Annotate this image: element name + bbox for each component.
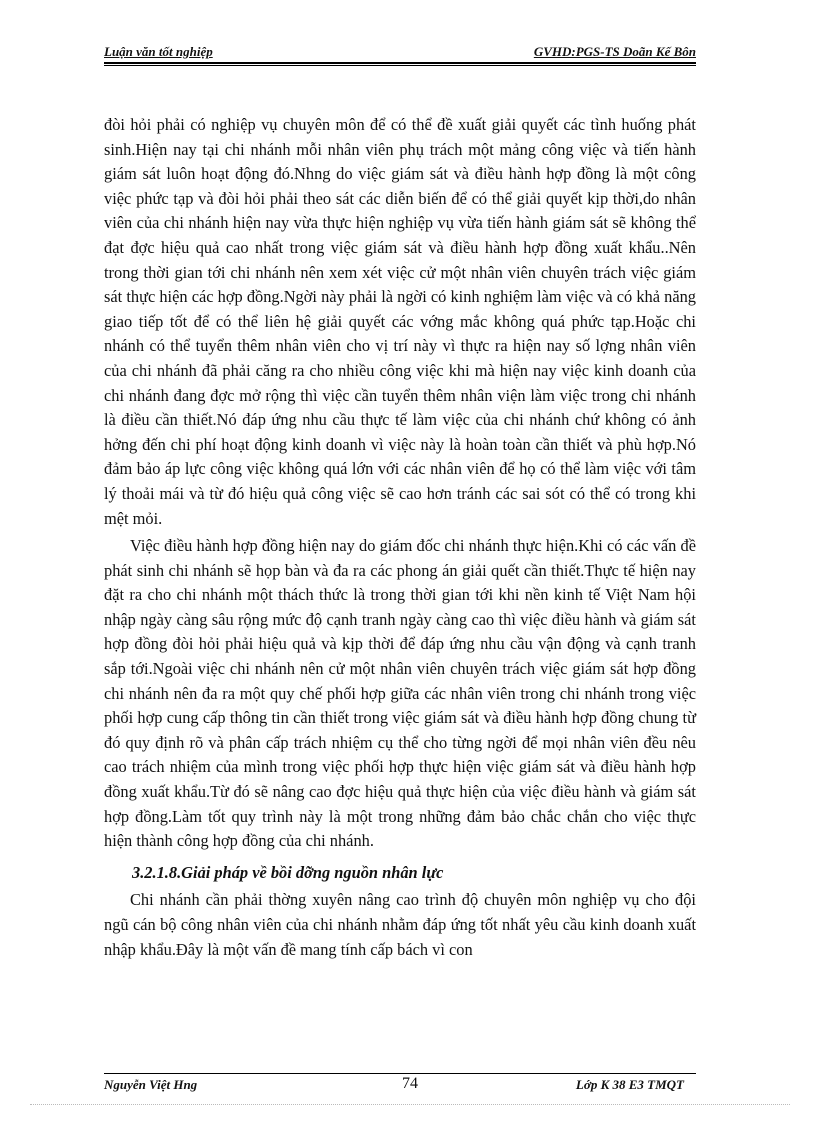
header-thesis-label: Luận văn tốt nghiệp [104,44,213,59]
header-rule-thin [104,65,696,66]
page-edge-dotted-line [30,1104,790,1105]
section-heading: 3.2.1.8.Giải pháp về bồi dỡng nguồn nhân lực [132,862,444,882]
paragraph-human-resources: Chi nhánh cần phải thờng xuyên nâng cao trình độ chuyên môn nghiệp vụ cho đội ngũ cán bộ công nhân viên của chi nhánh nhằm đáp ứng tốt nhất yêu cầu kinh doanh xuất nhập khẩu.Đây là một vấn đề mang tính cấp bách vì con [104,890,696,959]
footer-rule [104,1073,696,1074]
header-advisor-label: GVHD:PGS-TS Doãn Kế Bôn [533,44,696,59]
paragraph-continuation: đòi hỏi phải có nghiệp vụ chuyên môn để có thể đề xuất giải quyết các tình huống phát sinh.Hiện nay tại chi nhánh mỗi nhân viên phụ trách một mảng công việc và tiến hành giám sát luôn hoạt động đó.Nhng do việc giám sát và điều hành hợp đồng là một công việc phức tạp và đòi hỏi phải theo sát các diễn biến để có thể giải quyết kịp thời,do nhân viên của chi nhánh hiện nay vừa thực hiện nghiệp vụ vừa tiến hành giám sát sẽ không thể đạt đợc hiệu quả cao nhất trong việc giám sát và điều hành hợp đồng xuất khẩu..Nên trong thời gian tới chi nhánh nên xem xét việc cử một nhân viên chuyên trách việc giám sát thực hiện các hợp đồng.Ngời này phải là ngời có kinh nghiệm làm việc và có khả năng giao tiếp tốt để có thể liên hệ giải quyết các vớng mắc không quá phức tạp.Hoặc chi nhánh có thể tuyển thêm nhân viên cho vị trí này vì thực ra hiện nay số lợng nhân viên của chi nhánh đã phải căng ra cho nhiều công việc khi mà hiện nay việc kinh doanh của chi nhánh đang đợc mở rộng thì việc cần tuyển thêm nhân viện làm việc trong chi nhánh là điều cần thiết.Nó đáp ứng nhu cầu thực tế làm việc của chi nhánh chứ không có ảnh hởng đến chi phí hoạt động kinh doanh vì việc này là hoàn toàn cần thiết và phù hợp.Nó đảm bảo áp lực công việc không quá lớn với các nhân viên để họ có thể làm việc với tâm lý thoải mái và từ đó hiệu quả công việc sẽ cao hơn tránh các sai sót có thể có trong khi mệt mỏi. [104,115,696,528]
paragraph-contract-management: Việc điều hành hợp đồng hiện nay do giám đốc chi nhánh thực hiện.Khi có các vấn đề phát sinh chi nhánh sẽ họp bàn và đa ra các phong án giải quết cần thiết.Thực tế hiện nay đặt ra cho chi nhánh một thách thức là trong thời gian tới khi nền kinh tế Việt Nam hội nhập ngày càng sâu rộng mức độ cạnh tranh ngày càng cao thì việc điều hành và giám sát hợp đồng đòi hỏi phải hiệu quả và kịp thời để đáp ứng nhu cầu vận động và cạnh tranh sắp tới.Ngoài việc chi nhánh nên cử một nhân viên chuyên trách việc giám sát hợp đồng chi nhánh nên đa ra một quy chế phối hợp giữa các nhân viên trong chi nhánh trong việc phối hợp cung cấp thông tin cần thiết trong việc giám sát và điều hành hợp đồng chung từ đó quy định rõ và phân cấp trách nhiệm cụ thể cho từng ngời để mọi nhân viên đều nêu cao trách nhiệm của mình trong việc phối hợp thực hiện việc giám sát và điều hành hợp đồng xuất khẩu.Từ đó sẽ nâng cao đợc hiệu quả thực hiện của việc điều hành và giám sát hợp đồng.Làm tốt quy trình này là một trong những đảm bảo chắc chắn cho việc thực hiện thành công hợp đồng của chi nhánh. [104,536,696,851]
document-body [104,113,696,962]
header-rule [104,62,696,64]
page-header [104,44,696,60]
footer-author: Nguyễn Việt Hng [104,1077,198,1092]
footer-class: Lớp K 38 E3 TMQT [575,1077,684,1092]
page-number: 74 [402,1075,418,1092]
